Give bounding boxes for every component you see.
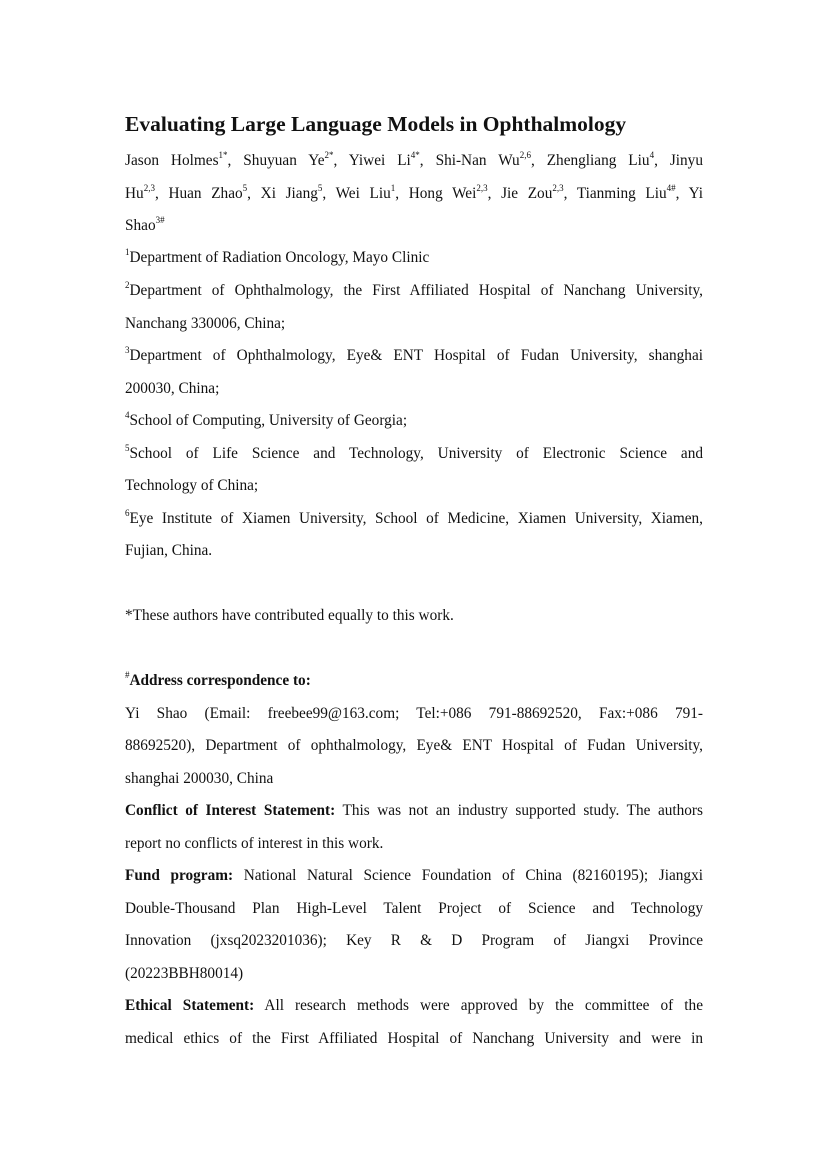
author-name: Yiwei Li bbox=[348, 152, 411, 169]
ethical-statement: Ethical Statement: All research methods were approved by the committee of the bbox=[125, 997, 703, 1014]
author-name-part: Shao bbox=[125, 217, 156, 234]
author-name: Huan Zhao bbox=[168, 185, 243, 202]
fund-program-line-2: Double-Thousand Plan High-Level Talent Project of Science and Technology bbox=[125, 900, 703, 917]
author-line-1: Jason Holmes$^{1*}$, Shuyuan $Ye^{2*}$, Yiwei $Li^{4*}$, Shi-Nan Wu$^{2,6}$, Zhengliang Liu$^4$, Jinyu bbox=[125, 149, 703, 169]
author-name-part: Jinyu bbox=[669, 152, 703, 169]
affiliation-5-cont: Technology of China; bbox=[125, 477, 259, 494]
affiliation-3-cont: 200030, China; bbox=[125, 380, 220, 397]
affiliation-6: $^6$Eye Institute of Xiamen University, School of Medicine, Xiamen University, Xiamen, bbox=[125, 507, 703, 527]
author-name: Tianming Liu bbox=[576, 185, 667, 202]
author-name: Shi-Nan Wu bbox=[435, 152, 520, 169]
affiliation-6-cont: Fujian, China. bbox=[125, 542, 213, 559]
conflict-statement: Conflict of Interest Statement: This was not an industry supported study. The authors bbox=[125, 802, 703, 819]
author-name: Xi Jiang bbox=[260, 185, 318, 202]
affiliation-2-cont: Nanchang 330006, China; bbox=[125, 315, 286, 332]
correspondence-line-1: Yi Shao (Email: freebee99@163.com; Tel:+086 791-88692520, Fax:+086 791- bbox=[125, 705, 703, 722]
affiliation-3: $^3$Department of Ophthalmology, Eye& ENT Hospital of Fudan University, shanghai bbox=[125, 344, 703, 364]
correspondence-heading: #Address correspondence to: bbox=[125, 669, 311, 689]
affiliation-4: $^4$School of Computing, University of Georgia; bbox=[125, 409, 408, 429]
author-name: Jason Holmes bbox=[125, 152, 219, 169]
ethical-statement-cont: medical ethics of the First Affiliated Hospital of Nanchang University and were in bbox=[125, 1030, 703, 1047]
author-name-part: Hu bbox=[125, 185, 144, 202]
fund-program-line-3: Innovation (jxsq2023201036); Key R & D Program of Jiangxi Province bbox=[125, 932, 703, 949]
author-name-part: Yi bbox=[688, 185, 704, 202]
author-name: Jie Zou bbox=[501, 185, 553, 202]
affiliation-2: $^2$Department of Ophthalmology, the First Affiliated Hospital of Nanchang University, bbox=[125, 279, 703, 299]
equal-contribution-note: *These authors have contributed equally to this work. bbox=[125, 607, 454, 624]
author-name: Wei Liu bbox=[335, 185, 391, 202]
affiliation-1: $^1$Department of Radiation Oncology, Mayo Clinic bbox=[125, 246, 430, 266]
correspondence-line-3: shanghai 200030, China bbox=[125, 770, 274, 787]
fund-program: Fund program: National Natural Science Foundation of China (82160195); Jiangxi bbox=[125, 867, 703, 884]
paper-title: Evaluating Large Language Models in Ophthalmology bbox=[125, 112, 627, 136]
conflict-statement-cont: report no conflicts of interest in this work. bbox=[125, 835, 384, 852]
author-name: Zhengliang Liu bbox=[546, 152, 650, 169]
affiliation-5: $^5$School of Life Science and Technology, University of Electronic Science and bbox=[125, 442, 703, 462]
author-name: Hong Wei bbox=[408, 185, 477, 202]
author-name: Shuyuan Ye bbox=[243, 152, 325, 169]
author-line-2: Hu$^{2,3}$, Huan Zhao$^5$, Xi Jiang$^5$, Wei Liu$^1$, Hong Wei$^{2,3}$, Jie Zou$^{2,3}$, Tianming Liu$^{4\#}$, Yi bbox=[125, 182, 704, 202]
author-line-3: Shao$^{3\#}$ bbox=[125, 214, 165, 234]
correspondence-line-2: 88692520), Department of ophthalmology, Eye& ENT Hospital of Fudan University, bbox=[125, 737, 703, 754]
fund-program-line-4: (20223BBH80014) bbox=[125, 965, 244, 982]
